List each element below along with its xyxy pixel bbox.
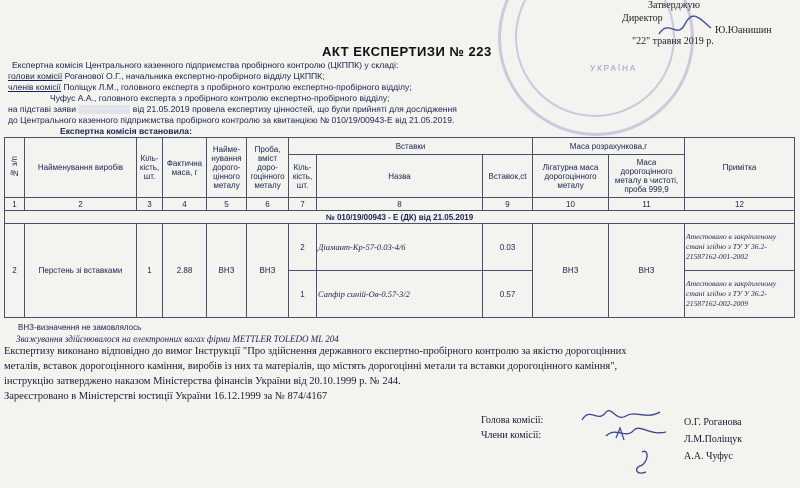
table-header-row-1: [5, 138, 795, 155]
approval-position: Директор: [622, 13, 663, 24]
registration-line: Зареєстровано в Міністерстві юстиції України 16.12.1999 за № 874/4167: [4, 391, 328, 402]
item-name: Перстень зі вставками: [25, 224, 137, 318]
col-number: 7: [289, 198, 317, 211]
head-of-commission-text: Роганової О.Г., начальника експертно-пробірного відділу ЦКППК;: [62, 71, 325, 81]
instruction-line-1: Експертизу виконано відповідно до вимог Інструкції "Про здійснення державного експертно-пробірного контролю за якістю дорогоцінних: [4, 346, 627, 357]
insert-remark: Атестовано в закріпленому стані згідно з ТУ У 36.2-21587162-001-2002: [685, 224, 795, 271]
instruction-line-2: металів, вставок дорогоцінного каміння, виробів із них та матеріалів, що містять дорогоцінні метали та вставки дорогоцінного каміння",: [4, 361, 618, 372]
insert-qty: 1: [289, 271, 317, 318]
col-number: 9: [483, 198, 533, 211]
insert-remark: Атестовано в закріпленому стані згідно з ТУ У 36.2-21587162-002-2009: [685, 271, 795, 318]
receipt-number: № 010/19/00943 - Е (ДК) від 21.05.2019: [5, 211, 795, 224]
stamp-text: УКРАЇНА: [590, 64, 638, 73]
header-line-7: Експертна комісія встановила:: [60, 126, 192, 136]
header-insert-weight: Вставок,ct: [483, 155, 533, 198]
head-signature-label: Голова комісії:: [481, 415, 544, 426]
col-number: 8: [317, 198, 483, 211]
director-signature: [655, 14, 715, 42]
header-line-2: [8, 71, 325, 81]
expertise-table: [4, 137, 795, 318]
item-qty: 1: [137, 224, 163, 318]
header-line-5: [8, 104, 457, 114]
receipt-row: [5, 211, 795, 224]
instruction-line-3: інструкцію затверджено наказом Міністерства фінансів України від 20.10.1999 р. № 244.: [4, 376, 401, 387]
members-signature-label: Члени комісії:: [481, 430, 542, 441]
col-number: 12: [685, 198, 795, 211]
approval-date-month: травня: [652, 36, 682, 47]
insert-name: Діамант-Кр-57-0.03-4/6: [317, 224, 483, 271]
item-metal: ВНЗ: [207, 224, 247, 318]
vnz-note: ВНЗ-визначення не замовлялось: [18, 323, 142, 332]
approval-label: Затверджую: [648, 0, 700, 11]
header-metal-name: Найме-нування дорого-цінного металу: [207, 138, 247, 198]
item-ligature: ВНЗ: [533, 224, 609, 318]
col-number: 6: [247, 198, 289, 211]
header-line-6: до Центрального казенного підприємства пробірного контролю за квитанцією № 010/19/00943-Е від 21.05.2019.: [8, 115, 455, 125]
header-inserts: Вставки: [289, 138, 533, 155]
head-of-commission-label: голови комісії: [8, 71, 63, 81]
signatory-name: А.А. Чуфус: [684, 451, 733, 462]
header-remark: Примітка: [685, 138, 795, 198]
item-num: 2: [5, 224, 25, 318]
members-text: Поліщук Л.М., головного експерта з пробірного контролю експертно-пробірного відділу;: [60, 82, 412, 92]
weighing-note: Зважування здійснювалося на електронних вагах фірми METTLER TOLEDO ML 204: [16, 334, 339, 344]
col-number: 3: [137, 198, 163, 211]
insert-weight: 0.03: [483, 224, 533, 271]
redacted-block: [78, 105, 130, 114]
approval-date-year: 2019 р.: [683, 36, 714, 47]
header-insert-qty: Кіль-кість, шт.: [289, 155, 317, 198]
header-assay: Проба, вміст доро-гоцінного металу: [247, 138, 289, 198]
header-num: № з/п: [5, 138, 25, 198]
header-insert-name: Назва: [317, 155, 483, 198]
col-number: 10: [533, 198, 609, 211]
approval-name: Ю.Юанишин: [715, 25, 772, 36]
item-pure: ВНЗ: [609, 224, 685, 318]
document-title: АКТ ЕКСПЕРТИЗИ № 223: [322, 44, 492, 59]
header-line-1: Експертна комісія Центрального казенного підприємства пробірного контролю (ЦКППК) у складі:: [12, 60, 399, 70]
header-line-3: [8, 82, 412, 92]
approval-date-day: "22": [632, 36, 651, 47]
insert-weight: 0.57: [483, 271, 533, 318]
insert-name: Сапфір синій-Ов-0.57-3/2: [317, 271, 483, 318]
col-number: 5: [207, 198, 247, 211]
header-pure: Маса дорогоцінного металу в чистоті, проба 999,9: [609, 155, 685, 198]
col-number: 4: [163, 198, 207, 211]
header-qty: Кіль-кість, шт.: [137, 138, 163, 198]
application-basis: на підставі заяви: [8, 104, 77, 114]
header-mass: Фактична маса, г: [163, 138, 207, 198]
header-line-4: Чуфус А.А., головного експерта з пробірного контролю експертно-пробірного відділу;: [50, 93, 390, 103]
col-number: 11: [609, 198, 685, 211]
header-ligature: Лігатурна маса дорогоцінного металу: [533, 155, 609, 198]
header-name: Найменування виробів: [25, 138, 137, 198]
signatory-name: Л.М.Поліщук: [684, 434, 743, 445]
handwritten-signatures: [576, 402, 686, 486]
header-calc-mass: Маса розрахункова,г: [533, 138, 685, 155]
item-mass: 2.88: [163, 224, 207, 318]
item-row: [5, 224, 795, 271]
insert-qty: 2: [289, 224, 317, 271]
signatory-name: О.Г. Роганова: [684, 417, 742, 428]
column-numbers-row: [5, 198, 795, 211]
application-text: від 21.05.2019 провела експертизу цінностей, що були прийняті для дослідження: [132, 104, 457, 114]
item-assay: ВНЗ: [247, 224, 289, 318]
members-label: членів комісії: [8, 82, 61, 92]
col-number: 1: [5, 198, 25, 211]
col-number: 2: [25, 198, 137, 211]
